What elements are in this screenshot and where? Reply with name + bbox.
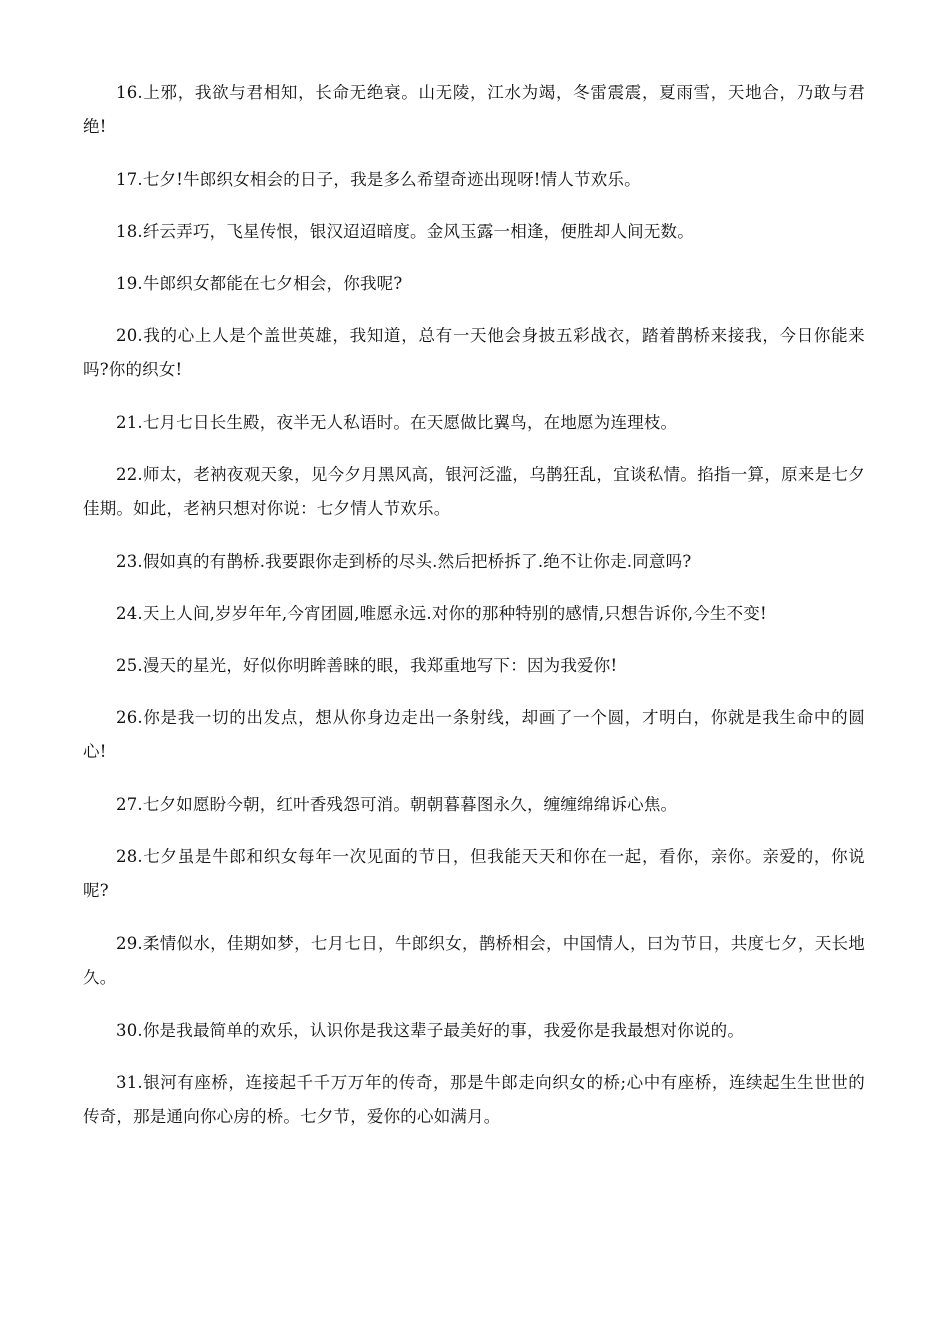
paragraph-29: 29.柔情似水，佳期如梦，七月七日，牛郎织女，鹊桥相会，中国情人，曰为节日，共度七夕，天长地久。 [83, 934, 865, 987]
paragraph-25: 25.漫天的星光，好似你明眸善睐的眼，我郑重地写下：因为我爱你! [116, 656, 618, 675]
paragraph-31: 31.银河有座桥，连接起千千万万年的传奇，那是牛郎走向织女的桥;心中有座桥，连续起生生世世的传奇，那是通向你心房的桥。七夕节，爱你的心如满月。 [83, 1073, 865, 1126]
paragraph-20: 20.我的心上人是个盖世英雄，我知道，总有一天他会身披五彩战衣，踏着鹊桥来接我，今日你能来吗?你的织女! [83, 326, 865, 379]
paragraph-28: 28.七夕虽是牛郎和织女每年一次见面的节日，但我能天天和你在一起，看你，亲你。亲爱的，你说呢? [83, 847, 865, 900]
paragraph-19: 19.牛郎织女都能在七夕相会，你我呢? [116, 274, 403, 293]
paragraph-23: 23.假如真的有鹊桥.我要跟你走到桥的尽头.然后把桥拆了.绝不让你走.同意吗? [116, 552, 692, 571]
paragraph-16: 16.上邪，我欲与君相知，长命无绝衰。山无陵，江水为竭，冬雷震震，夏雨雪，天地合，乃敢与君绝! [83, 83, 865, 136]
paragraph-18: 18.纤云弄巧，飞星传恨，银汉迢迢暗度。金风玉露一相逢，便胜却人间无数。 [116, 222, 694, 241]
paragraph-24: 24.天上人间,岁岁年年,今宵团圆,唯愿永远.对你的那种特别的感情,只想告诉你,今生不变! [116, 604, 767, 623]
paragraph-17: 17.七夕!牛郎织女相会的日子，我是多么希望奇迹出现呀!情人节欢乐。 [116, 170, 641, 189]
paragraph-30: 30.你是我最简单的欢乐，认识你是我这辈子最美好的事，我爱你是我最想对你说的。 [116, 1021, 745, 1040]
paragraph-26: 26.你是我一切的出发点，想从你身边走出一条射线，却画了一个圆，才明白，你就是我生命中的圆心! [83, 708, 865, 761]
paragraph-21: 21.七月七日长生殿，夜半无人私语时。在天愿做比翼鸟，在地愿为连理枝。 [116, 413, 678, 432]
paragraph-27: 27.七夕如愿盼今朝，红叶香残怨可消。朝朝暮暮图永久，缠缠绵绵诉心焦。 [116, 795, 678, 814]
document-body [83, 76, 865, 1153]
paragraph-22: 22.师太，老衲夜观天象，见今夕月黑风高，银河泛滥，乌鹊狂乱，宜谈私情。掐指一算，原来是七夕佳期。如此，老衲只想对你说：七夕情人节欢乐。 [83, 465, 865, 518]
